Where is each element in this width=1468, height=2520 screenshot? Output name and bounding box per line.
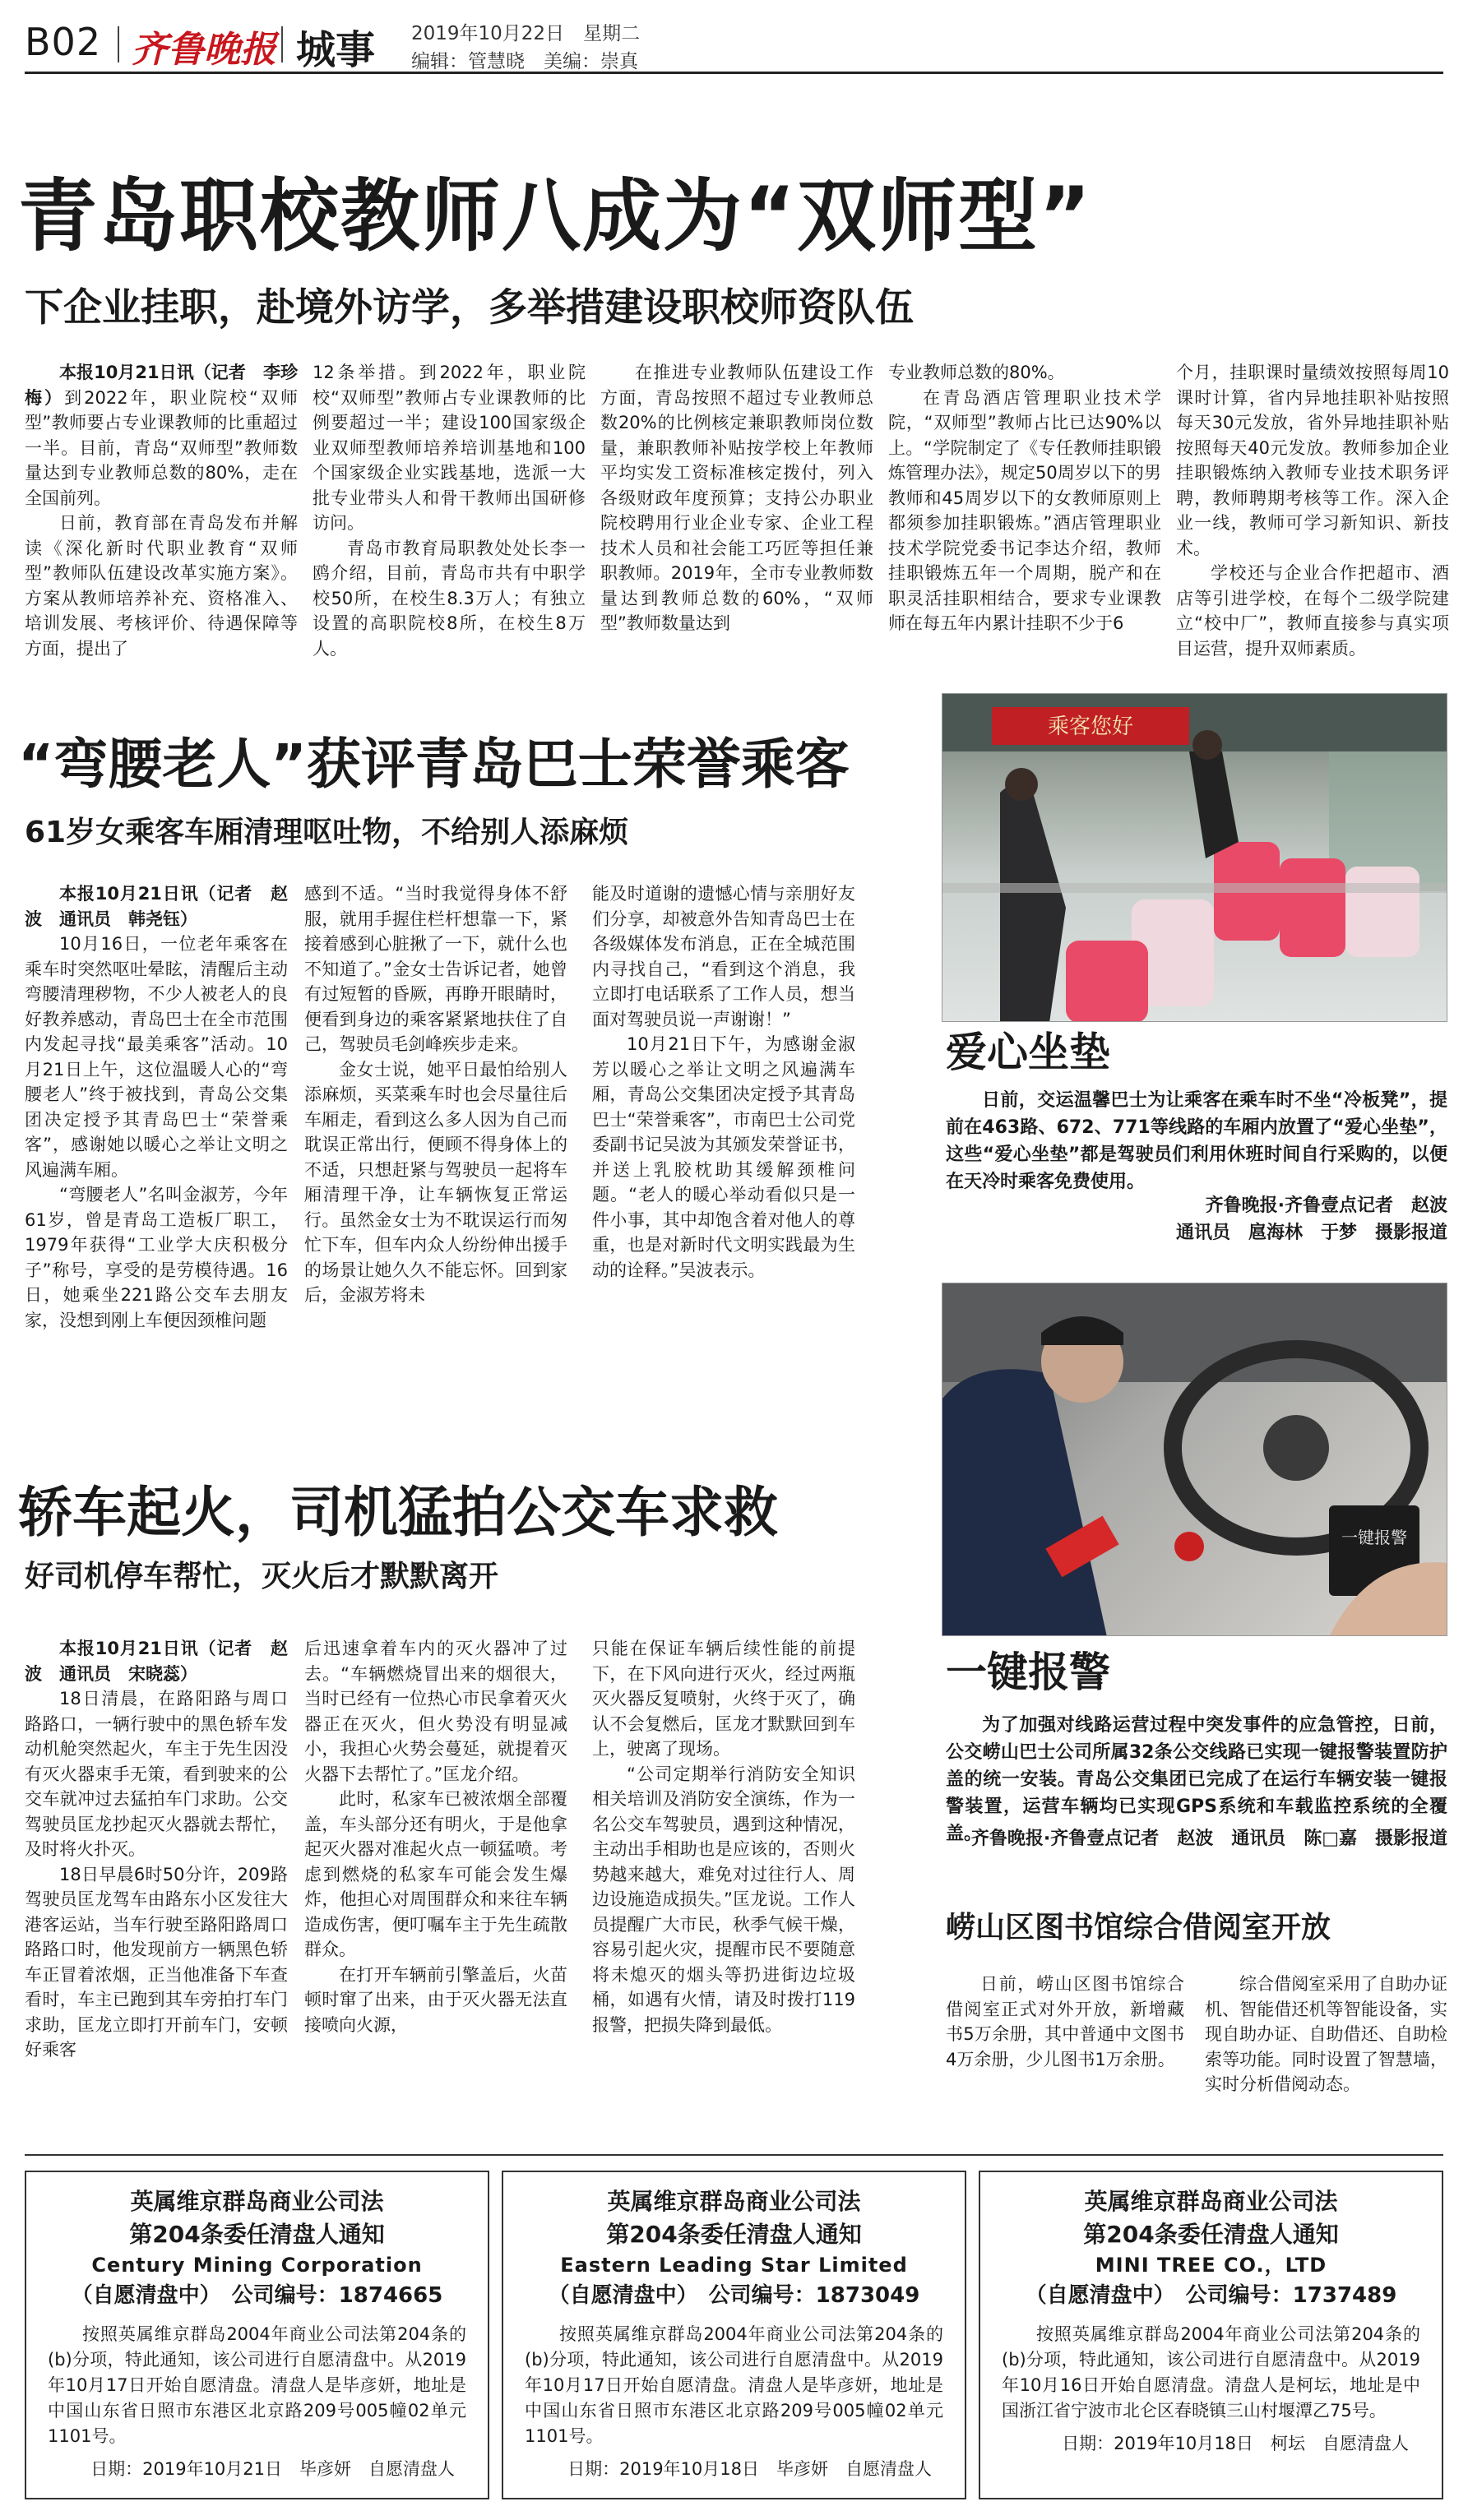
article2-dateline: 本报10月21日讯（记者 赵波 通讯员 韩尧钰） [25,884,288,929]
photo1-credit-2: 通讯员 扈海林 于梦 摄影报道 [1175,1223,1447,1243]
article2-column-1: 本报10月21日讯（记者 赵波 通讯员 韩尧钰） 10月16日，一位老年乘客在乘车时突然呕吐晕眩，清醒后主动弯腰清理秽物，不少人被老人的良好教养感动，青岛巴士在全市范围内发起寻找“最美乘客”活动。10月21日上午，这位温暖人心的“弯腰老人”终于被找到，青岛公交集团决定授予其青岛巴士“荣誉乘客”，感谢她以暖心之举让文明之风遍满车厢。 “弯腰老人”名叫金淑芳，今年61岁，曾是青岛工造板厂职工，1979年获得“工业学大庆积极分子”称号，享受的是劳模待遇。16日，她乘坐221路公交车去朋友家，没想到刚上车便因颈椎问题 [25,884,288,1330]
article1-column-4: 专业教师总数的80%。 在青岛酒店管理职业技术学院，“双师型”教师占比已达90%以上。“学院制定了《专任教师挂职锻炼管理办法》，规定50周岁以下的男教师和45周岁以下的女教师原则上都须参加挂职锻炼。”酒店管理职业技术学院党委书记李达介绍，教师挂职锻炼五年一个周期，脱产和在职灵活挂职相结合，要求专业课教师在每五年内累计挂职不少于6 [888,363,1161,633]
article1-subtitle: 下企业挂职，赴境外访学，多举措建设职校师资队伍 [25,285,914,331]
article4-title: 崂山区图书馆综合借阅室开放 [946,1911,1331,1944]
article1-column-3: 在推进专业教师队伍建设工作方面，青岛按照不超过专业教师总数20%的比例核定兼职教师岗位数量，兼职教师补贴按学校上年教师平均实发工资标准核定拨付，列入各级财政年度预算；支持公办职业院校聘用行业企业专家、企业工程技术人员和社会能工巧匠等担任兼职教师。2019年，全市专业教师数量达到教师总数的60%，“双师型”教师数量达到 [600,363,873,633]
article3-column-1: 本报10月21日讯（记者 赵波 通讯员 宋晓蕊） 18日清晨，在路阳路与周口路路口，一辆行驶中的黑色轿车发动机舱突然起火，车主于先生因没有灭火器束手无策，看到驶来的公交车就冲过去猛拍车门求助。公交驾驶员匡龙抄起灭火器就去帮忙，及时将火扑灭。 18日早晨6时50分许，209路驾驶员匡龙驾车由路东小区发往大港客运站，当车行驶至路阳路周口路路口时，他发现前方一辆黑色轿车正冒着浓烟，正当他准备下车查看时，车主已跑到其车旁拍打车门求助，匡龙立即打开前车门，安顿好乘客 [25,1639,288,2060]
photo2-caption: 为了加强对线路运营过程中突发事件的应急管控，日前，公交崂山巴士公司所属32条公交线路已实现一键报警装置防护盖的统一安装。青岛公交集团已完成了在运行车辆安装一键报警装置，运营车辆均已实现GPS系统和车载监控系统的全覆盖。 [946,1715,1447,1844]
svg-text:乘客您好: 乘客您好 [1047,714,1134,739]
liquidation-notice-1: 英属维京群岛商业公司法 第204条委任清盘人通知 Century Mining Corporation （自愿清盘中） 公司编号：1874665 按照英属维京群岛2004年商业公司法第204条的(b)分项，特此通知，该公司进行自愿清盘中。从2019年10月17日开始自愿清盘。清盘人是毕彦妍，地址是中国山东省日照市东港区北京路209号005幢02单元1101号。 日期：2019年10月21日 毕彦妍 自愿清盘人 [25,2171,489,2499]
liquidation-notice-2: 英属维京群岛商业公司法 第204条委任清盘人通知 Eastern Leading Star Limited （自愿清盘中） 公司编号：1873049 按照英属维京群岛2004年商业公司法第204条的(b)分项，特此通知，该公司进行自愿清盘中。从2019年10月17日开始自愿清盘。清盘人是毕彦妍，地址是中国山东省日照市东港区北京路209号005幢02单元1101号。 日期：2019年10月18日 毕彦妍 自愿清盘人 [502,2171,966,2499]
divider [118,26,119,62]
notice-divider [25,2154,1443,2156]
article2-column-3: 能及时道谢的遗憾心情与亲朋好友们分享，却被意外告知青岛巴士在各级媒体发布消息，正在全城范围内寻找自己，“看到这个消息，我立即打电话联系了工作人员，想当面对驾驶员说一声谢谢！” 10月21日下午，为感谢金淑芳以暖心之举让文明之风遍满车厢，青岛公交集团决定授予其青岛巴士“荣誉乘客”，市南巴士公司党委副书记吴波为其颁发荣誉证书，并送上乳胶枕助其缓解颈椎问题。“老人的暖心举动看似只是一件小事，其中却饱含着对他人的尊重，也是对新时代文明实践最为生动的诠释。”吴波表示。 [592,884,855,1280]
article1-column-5: 个月，挂职课时量绩效按照每周10课时计算，省内异地挂职补贴按照每天30元发放，省外异地挂职补贴按照每天40元发放。教师参加企业挂职锻炼纳入教师专业技术职务评聘，教师聘期考核等工作。深入企业一线，教师可学习新知识、新技术。 学校还与企业合作把超市、酒店等引进学校，在每个二级学院建立“校中厂”，教师直接参与真实项目运营，提升双师素质。 [1176,363,1449,659]
photo1-credit-1: 齐鲁晚报·齐鲁壹点记者 赵波 [1205,1195,1447,1216]
svg-text:一键报警: 一键报警 [1341,1528,1407,1547]
liquidation-notice-3: 英属维京群岛商业公司法 第204条委任清盘人通知 MINI TREE CO.，LTD （自愿清盘中） 公司编号：1737489 按照英属维京群岛2004年商业公司法第204条的(b)分项，特此通知，该公司进行自愿清盘中。从2019年10月16日开始自愿清盘。清盘人是柯坛，地址是中国浙江省宁波市北仑区春晓镇三山村堰潭乙75号。 日期：2019年10月18日 柯坛 自愿清盘人 [979,2171,1443,2499]
bus-interior-illustration [942,694,1447,1022]
article2-subtitle: 61岁女乘客车厢清理呕吐物，不给别人添麻烦 [25,816,629,849]
page-header [25,16,1443,74]
article4-column-2: 综合借阅室采用了自助办证机、智能借还机等智能设备，实现自助办证、自助借还、自助检索等功能。同时设置了智慧墙，实时分析借阅动态。 [1205,1974,1447,2094]
bus-seat-cushion-photo [942,693,1447,1022]
article3-title: 轿车起火，司机猛拍公交车求救 [18,1481,778,1544]
issue-date: 2019年10月22日 星期二 [411,23,641,44]
article3-column-2: 后迅速拿着车内的灭火器冲了过去。“车辆燃烧冒出来的烟很大，当时已经有一位热心市民拿着灭火器正在灭火，但火势没有明显减小，我担心火势会蔓延，就提着灭火器下去帮忙了。”匡龙介绍。 此时，私家车已被浓烟全部覆盖，车头部分还有明火，于是他拿起灭火器对准起火点一顿猛喷。考虑到燃烧的私家车可能会发生爆炸，他担心对周围群众和来往车辆造成伤害，便叮嘱车主于先生疏散群众。 在打开车辆前引擎盖后，火苗顿时窜了出来，由于灭火器无法直接喷向火源， [304,1639,567,2035]
page-code: B02 [25,20,102,64]
driver-alarm-illustration [942,1283,1447,1636]
article4-column-1: 日前，崂山区图书馆综合借阅室正式对外开放，新增藏书5万余册，其中普通中文图书4万余册，少儿图书1万余册。 [946,1974,1184,2069]
one-key-alarm-photo [942,1283,1447,1636]
article3-subtitle: 好司机停车帮忙，灭火后才默默离开 [25,1560,499,1593]
article2-title: “弯腰老人”获评青岛巴士荣誉乘客 [18,733,850,796]
editors: 编辑：管慧晓 美编：崇真 [411,51,638,72]
company-name: Century Mining Corporation [91,2254,423,2277]
article3-column-3: 只能在保证车辆后续性能的前提下，在下风向进行灭火，经过两瓶灭火器反复喷射，火终于灭了，确认不会复燃后，匡龙才默默回到车上，驶离了现场。 “公司定期举行消防安全知识相关培训及消防安全演练，作为一名公交车驾驶员，遇到这种情况，主动出手相助也是应该的，否则火势越来越大，难免对过往行人、周边设施造成损失。”匡龙说。工作人员提醒广大市民，秋季气候干燥，容易引起火灾，提醒市民不要随意将未熄灭的烟头等扔进街边垃圾桶，如遇有火情，请及时拨打119报警，把损失降到最低。 [592,1639,855,2035]
photo2-title: 一键报警 [946,1648,1110,1696]
photo1-caption: 日前，交运温馨巴士为让乘客在乘车时不坐“冷板凳”，提前在463路、672、771等线路的车厢内放置了“爱心坐垫”，这些“爱心坐垫”都是驾驶员们利用休班时间自行采购的，以便在天冷时乘客免费使用。 [946,1090,1447,1192]
article1-column-1: 本报10月21日讯（记者 李珍梅）到2022年，职业院校“双师型”教师要占专业课教师的比重超过一半。目前，青岛“双师型”教师数量达到专业教师总数的80%，走在全国前列。 日前，教育部在青岛发布并解读《深化新时代职业教育“双师型”教师队伍建设改革实施方案》。方案从教师培养补充、资格准入、培训发展、考核评价、待遇保障等方面，提出了 [25,363,298,659]
company-name: Eastern Leading Star Limited [560,2254,908,2277]
company-name: MINI TREE CO.，LTD [1095,2254,1327,2277]
article2-column-2: 感到不适。“当时我觉得身体不舒服，就用手握住栏杆想靠一下，紧接着感到心脏揪了一下，就什么也不知道了。”金女士告诉记者，她曾有过短暂的昏厥，再睁开眼睛时，便看到身边的乘客紧紧地扶住了自己，驾驶员毛剑峰疾步走来。 金女士说，她平日最怕给别人添麻烦，买菜乘车时也会尽量往后车厢走，看到这么多人因为自己而耽误正常出行，便顾不得身体上的不适，只想赶紧与驾驶员一起将车厢清理干净，让车辆恢复正常运行。虽然金女士为不耽误运行而匆忙下车，但车内众人纷纷伸出援手的场景让她久久不能忘怀。回到家后，金淑芳将未 [304,884,567,1305]
photo2-credit: 齐鲁晚报·齐鲁壹点记者 赵波 通讯员 陈□嘉 摄影报道 [970,1829,1447,1849]
paper-logo: 齐鲁晚报 [132,29,276,71]
photo1-title: 爱心坐垫 [946,1029,1110,1076]
article1-column-2: 12条举措。到2022年，职业院校“双师型”教师占专业课教师的比例要超过一半；建设100国家级企业双师型教师培养培训基地和100个国家级企业实践基地，选派一大批专业带头人和骨干教师出国研修访问。 青岛市教育局职教处处长李一鸥介绍，目前，青岛市共有中职学校50所，在校生8.3万人；有独立设置的高职院校8所，在校生8万人。 [313,363,586,659]
divider [281,26,283,62]
article3-dateline: 本报10月21日讯（记者 赵波 通讯员 宋晓蕊） [25,1639,288,1684]
article1-dateline: 本报10月21日讯（记者 李珍梅） [25,363,298,408]
article1-title: 青岛职校教师八成为“双师型” [18,170,1093,262]
section-name: 城事 [296,27,376,73]
